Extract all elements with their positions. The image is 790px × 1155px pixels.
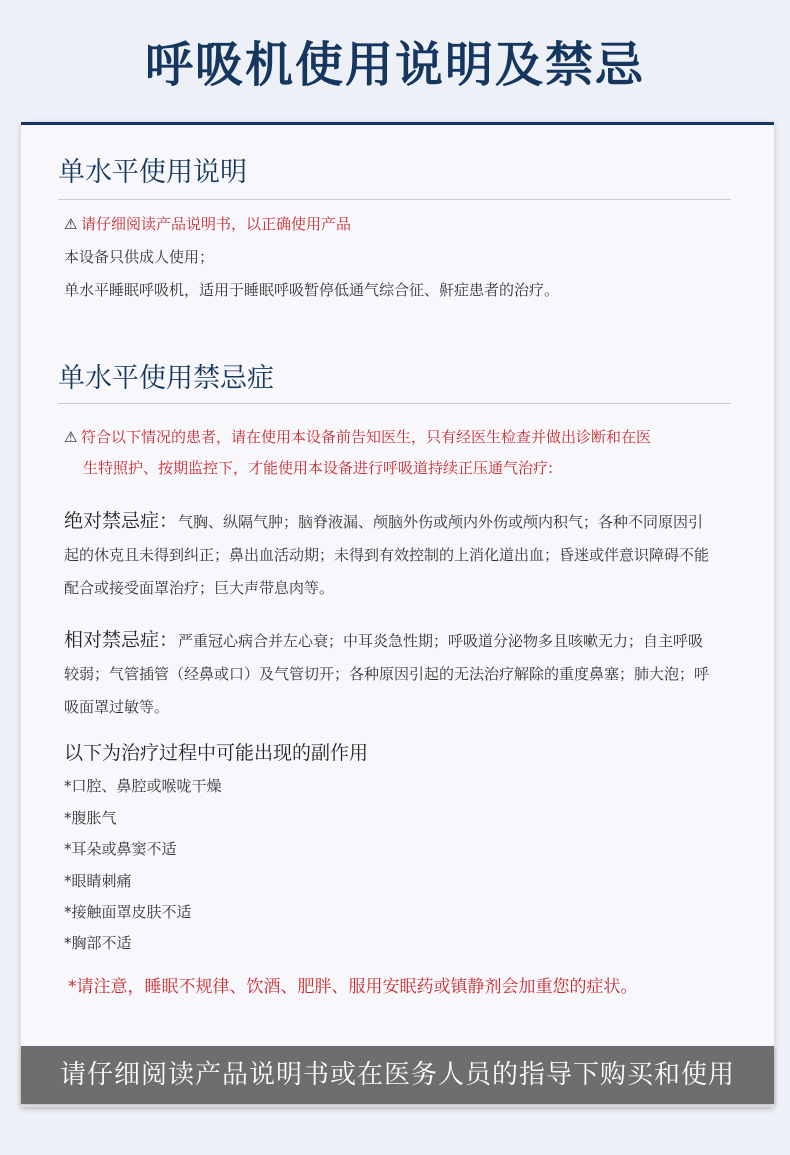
contra-warning-text-1: 符合以下情况的患者，请在使用本设备前告知医生，只有经医生检查并做出诊断和在医 <box>81 428 652 446</box>
absolute-contraindications <box>64 505 714 605</box>
warning-triangle-icon: ⚠ <box>64 215 78 233</box>
relative-contraindications <box>64 624 714 724</box>
content-card <box>21 122 774 1107</box>
side-effect-item: *接触面罩皮肤不适 <box>64 903 192 921</box>
absolute-text: 气胸、纵隔气肿；脑脊液漏、颅脑外伤或颅内外伤或颅内积气；各种不同原因引起的休克且未得到纠正；鼻出血活动期；未得到有效控制的上消化道出血；昏迷或伴意识障碍不能配合或接受面罩治疗；巨大声带息肉等。 <box>64 513 710 597</box>
absolute-label: 绝对禁忌症： <box>64 510 179 532</box>
usage-line-2: 单水平睡眠呼吸机，适用于睡眠呼吸暂停低通气综合征、鼾症患者的治疗。 <box>64 281 560 299</box>
page-title: 呼吸机使用说明及禁忌 <box>144 37 645 93</box>
warning-triangle-icon: ⚠ <box>64 428 78 446</box>
contra-warning-line-1 <box>64 426 651 448</box>
contra-section-divider <box>58 403 731 404</box>
usage-section-divider <box>58 199 731 200</box>
side-effect-item: *耳朵或鼻窦不适 <box>64 840 177 858</box>
usage-warning-text: 请仔细阅读产品说明书，以正确使用产品 <box>81 215 352 233</box>
side-effect-item: *眼睛刺痛 <box>64 872 132 890</box>
footer-text: 请仔细阅读产品说明书或在医务人员的指导下购买和使用 <box>59 1060 735 1090</box>
relative-label: 相对禁忌症： <box>64 629 179 651</box>
usage-line-1: 本设备只供成人使用； <box>64 248 215 266</box>
usage-section-title: 单水平使用说明 <box>58 157 247 188</box>
attention-note: *请注意，睡眠不规律、饮酒、肥胖、服用安眠药或镇静剂会加重您的症状。 <box>68 977 638 997</box>
side-effects-title: 以下为治疗过程中可能出现的副作用 <box>64 742 369 764</box>
contra-section-title: 单水平使用禁忌症 <box>58 363 274 394</box>
side-effect-item: *胸部不适 <box>64 934 132 952</box>
relative-text: 严重冠心病合并左心衰；中耳炎急性期；呼吸道分泌物多且咳嗽无力；自主呼吸较弱；气管插管（经鼻或口）及气管切开；各种原因引起的无法治疗解除的重度鼻塞；肺大泡；呼吸面罩过敏等。 <box>64 632 710 716</box>
usage-warning <box>64 213 351 235</box>
side-effect-item: *腹胀气 <box>64 809 117 827</box>
contra-warning-line-2: 生特照护、按期监控下，才能使用本设备进行呼吸道持续正压通气治疗: <box>83 459 554 477</box>
side-effect-item: *口腔、鼻腔或喉咙干燥 <box>64 777 222 795</box>
footer-banner <box>21 1046 774 1104</box>
